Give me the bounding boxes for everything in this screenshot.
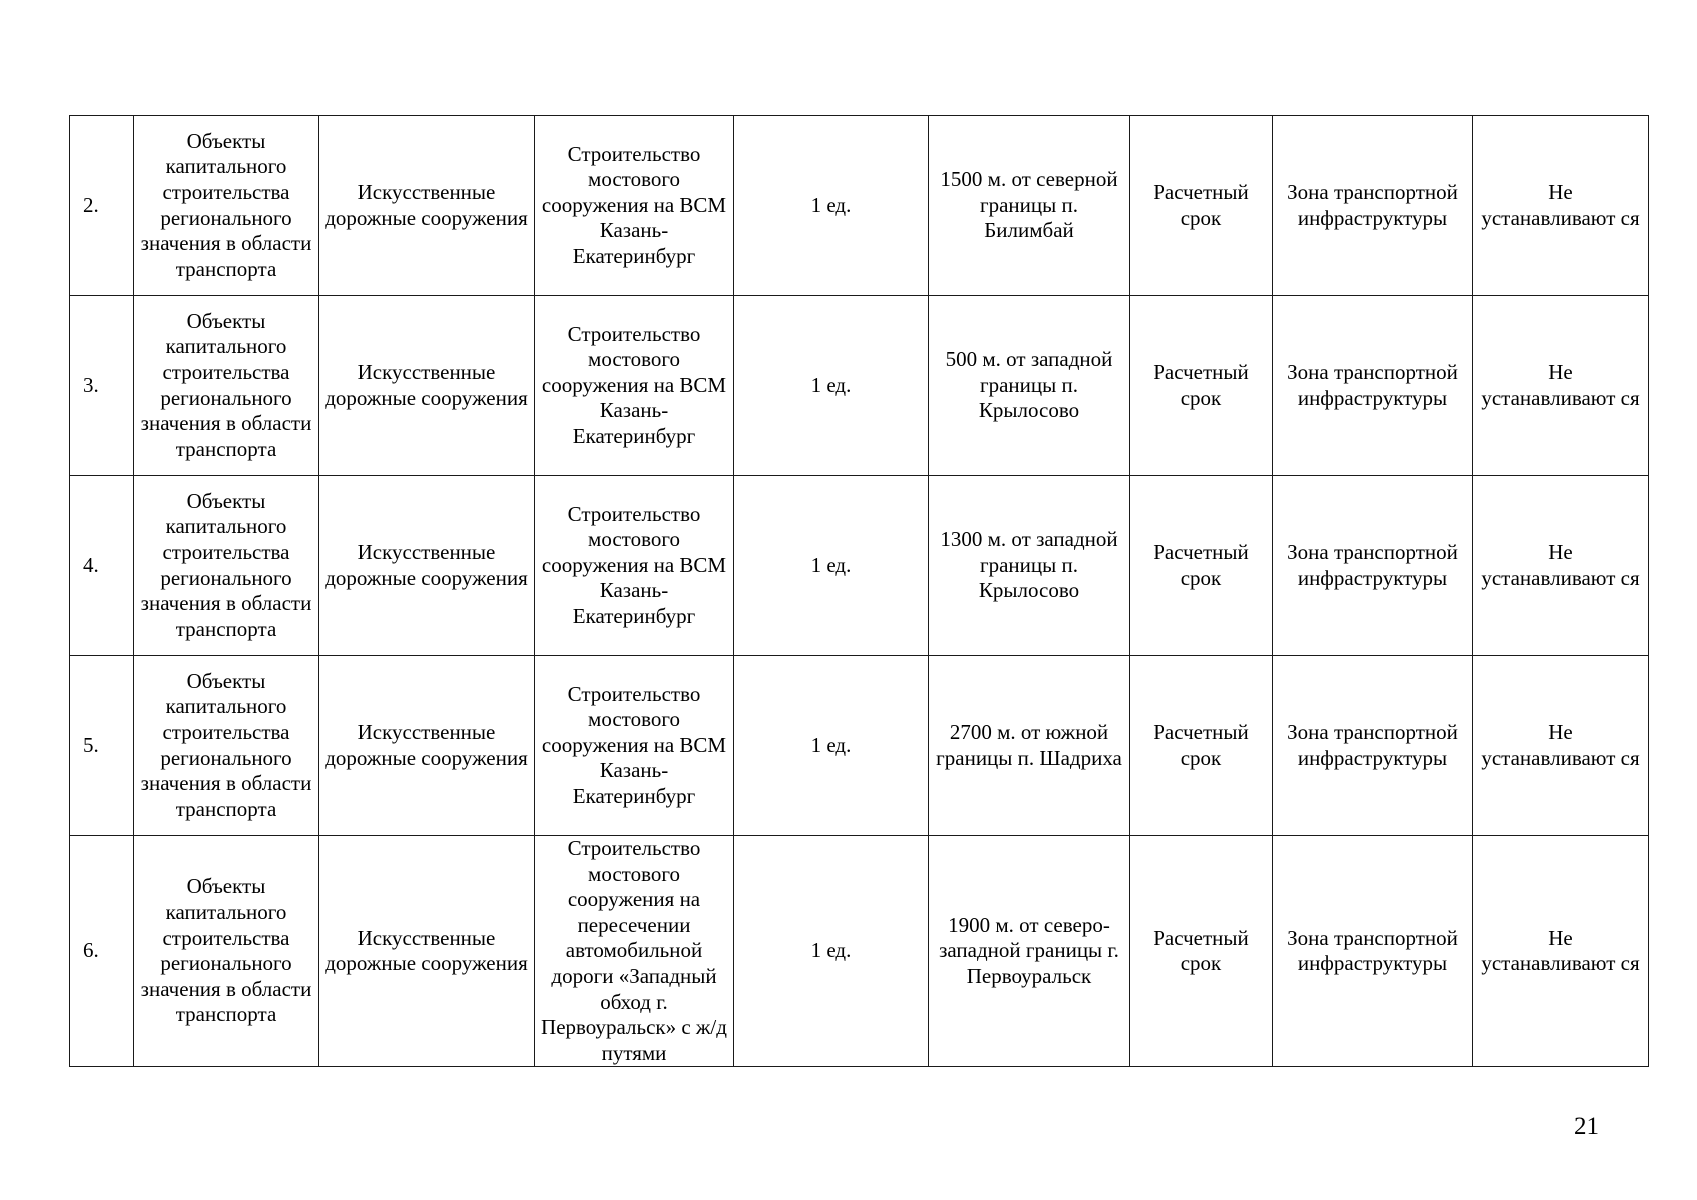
restrictions-cell: Не устанавливают ся: [1473, 116, 1649, 296]
row-number-cell: 4.: [70, 476, 134, 656]
quantity-cell: 1 ед.: [734, 656, 929, 836]
term-cell: Расчетный срок: [1130, 296, 1273, 476]
quantity-cell: 1 ед.: [734, 116, 929, 296]
object-category-cell: Объекты капитального строительства регионального значения в области транспорта: [134, 476, 319, 656]
table-row: [70, 116, 1649, 296]
quantity-cell: 1 ед.: [734, 296, 929, 476]
location-cell: 500 м. от западной границы п. Крылосово: [929, 296, 1130, 476]
zone-cell: Зона транспортной инфраструктуры: [1273, 116, 1473, 296]
zone-cell: Зона транспортной инфраструктуры: [1273, 836, 1473, 1067]
object-type-cell: Искусственные дорожные сооружения: [319, 476, 535, 656]
restrictions-cell: Не устанавливают ся: [1473, 476, 1649, 656]
zone-cell: Зона транспортной инфраструктуры: [1273, 656, 1473, 836]
row-number-cell: 5.: [70, 656, 134, 836]
location-cell: 1500 м. от северной границы п. Билимбай: [929, 116, 1130, 296]
object-category-cell: Объекты капитального строительства регионального значения в области транспорта: [134, 656, 319, 836]
objects-table: [69, 115, 1649, 1067]
row-number-cell: 3.: [70, 296, 134, 476]
quantity-cell: 1 ед.: [734, 836, 929, 1067]
location-cell: 1300 м. от западной границы п. Крылосово: [929, 476, 1130, 656]
purpose-cell: Строительство мостового сооружения на ВСМ Казань-Екатеринбург: [535, 476, 734, 656]
table-row: [70, 296, 1649, 476]
restrictions-cell: Не устанавливают ся: [1473, 656, 1649, 836]
object-type-cell: Искусственные дорожные сооружения: [319, 116, 535, 296]
term-cell: Расчетный срок: [1130, 836, 1273, 1067]
restrictions-cell: Не устанавливают ся: [1473, 296, 1649, 476]
purpose-cell: Строительство мостового сооружения на ВСМ Казань-Екатеринбург: [535, 656, 734, 836]
table-row: [70, 476, 1649, 656]
quantity-cell: 1 ед.: [734, 476, 929, 656]
object-type-cell: Искусственные дорожные сооружения: [319, 656, 535, 836]
location-cell: 2700 м. от южной границы п. Шадриха: [929, 656, 1130, 836]
object-type-cell: Искусственные дорожные сооружения: [319, 296, 535, 476]
purpose-cell: Строительство мостового сооружения на ВСМ Казань-Екатеринбург: [535, 116, 734, 296]
term-cell: Расчетный срок: [1130, 116, 1273, 296]
page-number: 21: [1574, 1113, 1599, 1140]
purpose-cell: Строительство мостового сооружения на ВСМ Казань-Екатеринбург: [535, 296, 734, 476]
location-cell: 1900 м. от северо-западной границы г. Первоуральск: [929, 836, 1130, 1067]
object-category-cell: Объекты капитального строительства регионального значения в области транспорта: [134, 116, 319, 296]
restrictions-cell: Не устанавливают ся: [1473, 836, 1649, 1067]
table-row: [70, 656, 1649, 836]
zone-cell: Зона транспортной инфраструктуры: [1273, 476, 1473, 656]
term-cell: Расчетный срок: [1130, 656, 1273, 836]
row-number-cell: 2.: [70, 116, 134, 296]
zone-cell: Зона транспортной инфраструктуры: [1273, 296, 1473, 476]
object-category-cell: Объекты капитального строительства регионального значения в области транспорта: [134, 836, 319, 1067]
object-type-cell: Искусственные дорожные сооружения: [319, 836, 535, 1067]
row-number-cell: 6.: [70, 836, 134, 1067]
object-category-cell: Объекты капитального строительства регионального значения в области транспорта: [134, 296, 319, 476]
term-cell: Расчетный срок: [1130, 476, 1273, 656]
table-row: [70, 836, 1649, 1067]
purpose-cell: Строительство мостового сооружения на пересечении автомобильной дороги «Западный обход г. Первоуральск» с ж/д путями: [535, 836, 734, 1067]
